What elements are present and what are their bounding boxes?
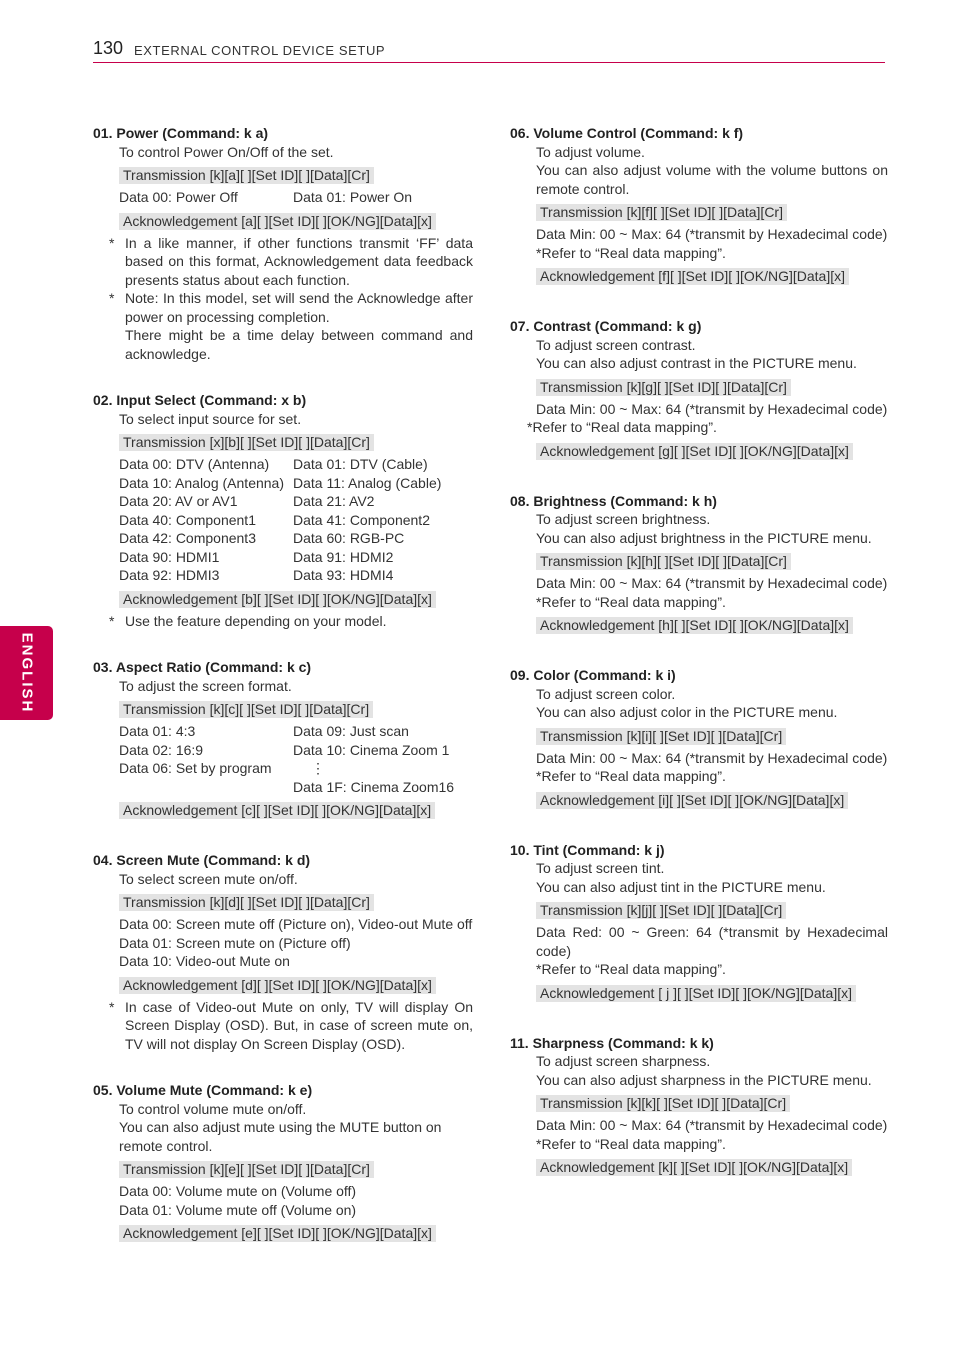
data-value: Data 10: Cinema Zoom 1	[293, 741, 450, 758]
description: To select screen mute on/off.	[119, 870, 298, 887]
transmission-code: Transmission [k][f][ ][Set ID][ ][Data][Cr]	[536, 204, 787, 221]
description: You can also adjust brightness in the PICTURE menu.	[536, 529, 872, 546]
section-body	[93, 143, 473, 234]
section-heading: 03. Aspect Ratio (Command: k c)	[93, 659, 312, 675]
section-color	[510, 666, 888, 813]
acknowledgement-code: Acknowledgement [h][ ][Set ID][ ][OK/NG][Data][x]	[536, 617, 853, 634]
note	[93, 289, 473, 363]
section-body	[93, 1100, 473, 1247]
acknowledgement-code: Acknowledgement [a][ ][Set ID][ ][OK/NG][Data][x]	[119, 213, 436, 230]
transmission-code: Transmission [k][k][ ][Set ID][ ][Data][Cr]	[536, 1095, 790, 1112]
acknowledgement-code: Acknowledgement [k][ ][Set ID][ ][OK/NG][Data][x]	[536, 1159, 852, 1176]
section-heading: 08. Brightness (Command: k h)	[510, 492, 717, 509]
data-value: Data 93: HDMI4	[293, 567, 394, 583]
data-row	[119, 722, 473, 741]
data-value: Data 1F: Cinema Zoom16	[293, 778, 455, 795]
acknowledgement-code: Acknowledgement [e][ ][Set ID][ ][OK/NG][Data][x]	[119, 1225, 436, 1242]
data-value: Data 00: Power Off	[119, 189, 238, 205]
data-row	[119, 566, 473, 585]
note-asterisk: *	[109, 998, 115, 1015]
data-value: Data 91: HDMI2	[293, 548, 394, 565]
description: To control Power On/Off of the set.	[119, 143, 334, 160]
acknowledgement-code: Acknowledgement [b][ ][Set ID][ ][OK/NG][Data][x]	[119, 591, 436, 608]
section-body	[93, 870, 473, 998]
note	[93, 234, 473, 290]
section-heading: 05. Volume Mute (Command: k e)	[93, 1082, 313, 1098]
ellipsis-vertical: ⋮	[311, 760, 325, 776]
acknowledgement-code: Acknowledgement [i][ ][Set ID][ ][OK/NG][Data][x]	[536, 792, 848, 809]
page-number: 130	[93, 38, 124, 58]
data-row	[119, 778, 473, 797]
note-asterisk: *	[109, 612, 115, 629]
data-range: Data Min: 00 ~ Max: 64 (*transmit by Hexadecimal code)	[536, 749, 888, 766]
data-value: Data 60: RGB-PC	[293, 530, 405, 546]
data-row	[119, 548, 473, 567]
transmission-code: Transmission [k][j][ ][Set ID][ ][Data][Cr]	[536, 902, 786, 919]
section-power	[93, 124, 473, 363]
section-tint	[510, 841, 888, 1006]
section-body	[510, 685, 888, 813]
description: To adjust screen contrast.	[536, 336, 696, 353]
note-asterisk: *	[109, 234, 115, 251]
data-value: Data 01: 4:3	[119, 723, 196, 739]
data-value: Data 01: Screen mute on (Picture off)	[119, 934, 351, 951]
description: You can also adjust contrast in the PICTURE menu.	[536, 355, 857, 371]
data-value: Data 42: Component3	[119, 530, 256, 546]
left-column	[93, 124, 473, 1274]
section-brightness	[510, 492, 888, 639]
data-range: Data Min: 00 ~ Max: 64 (*transmit by Hexadecimal code)	[536, 575, 888, 591]
section-body	[510, 859, 888, 1006]
section-contrast	[510, 317, 888, 464]
note-line: Note: In this model, set will send the Acknowledge after power on processing completion.	[125, 290, 473, 325]
section-screen-mute	[93, 851, 473, 1053]
data-row	[119, 474, 473, 493]
acknowledgement-code: Acknowledgement [c][ ][Set ID][ ][OK/NG][Data][x]	[119, 802, 435, 819]
data-value: Data 00: Screen mute off (Picture on), Video-out Mute off	[119, 916, 473, 932]
section-heading: 07. Contrast (Command: k g)	[510, 318, 702, 334]
reference-note: *Refer to “Real data mapping”.	[536, 593, 726, 610]
section-heading: 01. Power (Command: k a)	[93, 125, 269, 141]
data-value: Data 00: Volume mute on (Volume off)	[119, 1183, 357, 1199]
section-body	[93, 677, 473, 824]
transmission-code: Transmission [k][c][ ][Set ID][ ][Data][Cr]	[119, 701, 373, 718]
data-value: Data 11: Analog (Cable)	[293, 474, 442, 491]
description: You can also adjust mute using the MUTE button on remote control.	[119, 1119, 442, 1154]
data-value: Data 01: Power On	[293, 189, 413, 205]
reference-note: *Refer to “Real data mapping”.	[536, 244, 726, 261]
transmission-code: Transmission [x][b][ ][Set ID][ ][Data][Cr]	[119, 434, 374, 451]
data-value: Data 10: Video-out Mute on	[119, 953, 290, 969]
section-heading: 10. Tint (Command: k j)	[510, 841, 665, 858]
note-text	[125, 289, 473, 363]
data-value: Data 20: AV or AV1	[119, 493, 238, 509]
description: To adjust screen brightness.	[536, 511, 711, 527]
section-heading: 09. Color (Command: k i)	[510, 667, 676, 683]
note-text: In a like manner, if other functions transmit ‘FF’ data based on this format, Acknowledgement data feedback presents status about each function.	[125, 234, 473, 288]
data-value: Data 90: HDMI1	[119, 548, 220, 565]
data-range: Data Min: 00 ~ Max: 64 (*transmit by Hexadecimal code)	[536, 226, 888, 242]
reference-note: *Refer to “Real data mapping”.	[536, 1135, 726, 1152]
description: To adjust the screen format.	[119, 677, 292, 694]
note-text: Use the feature depending on your model.	[125, 612, 387, 629]
description: To adjust screen sharpness.	[536, 1053, 711, 1069]
acknowledgement-code: Acknowledgement [g][ ][Set ID][ ][OK/NG][Data][x]	[536, 443, 853, 460]
section-heading: 11. Sharpness (Command: k k)	[510, 1034, 714, 1051]
data-row	[119, 455, 473, 474]
data-value: Data 09: Just scan	[293, 723, 409, 739]
reference-note: *Refer to “Real data mapping”.	[527, 419, 717, 435]
section-input-select	[93, 391, 473, 630]
data-row	[119, 759, 473, 778]
section-aspect-ratio	[93, 658, 473, 823]
acknowledgement-code: Acknowledgement [ j ][ ][Set ID][ ][OK/NG][Data][x]	[536, 985, 856, 1002]
section-sharpness	[510, 1034, 888, 1181]
section-body	[510, 510, 888, 638]
data-row	[119, 741, 473, 760]
note-line: There might be a time delay between command and acknowledge.	[125, 327, 473, 362]
data-value: Data 40: Component1	[119, 511, 256, 528]
data-row	[119, 529, 473, 548]
right-column	[510, 124, 888, 1208]
description: You can also adjust sharpness in the PICTURE menu.	[536, 1071, 872, 1088]
note	[93, 998, 473, 1054]
acknowledgement-code: Acknowledgement [f][ ][Set ID][ ][OK/NG][Data][x]	[536, 268, 849, 285]
data-value: Data 00: DTV (Antenna)	[119, 456, 270, 472]
data-row	[119, 492, 473, 511]
description: To adjust volume.	[536, 143, 645, 160]
note	[93, 612, 473, 631]
section-body	[93, 410, 473, 612]
data-range: Data Min: 00 ~ Max: 64 (*transmit by Hexadecimal code)	[536, 1117, 888, 1133]
transmission-code: Transmission [k][i][ ][Set ID][ ][Data][Cr]	[536, 728, 786, 745]
data-value: Data 01: DTV (Cable)	[293, 456, 428, 472]
section-body	[510, 1052, 888, 1180]
description: To adjust screen color.	[536, 685, 676, 702]
data-range: Data Red: 00 ~ Green: 64 (*transmit by Hexadecimal code)	[536, 924, 888, 959]
acknowledgement-code: Acknowledgement [d][ ][Set ID][ ][OK/NG][Data][x]	[119, 977, 436, 994]
data-row	[119, 188, 473, 207]
description: You can also adjust color in the PICTURE menu.	[536, 704, 838, 720]
language-tab	[0, 626, 53, 720]
data-row	[119, 511, 473, 530]
description: To adjust screen tint.	[536, 860, 665, 876]
note-text: In case of Video-out Mute on only, TV will display On Screen Display (OSD). But, in case of screen mute on, TV will not display On Screen Display (OSD).	[125, 998, 473, 1052]
header-rule	[93, 62, 885, 63]
data-value: Data 01: Volume mute off (Volume on)	[119, 1201, 357, 1218]
data-value: Data 02: 16:9	[119, 741, 204, 758]
transmission-code: Transmission [k][e][ ][Set ID][ ][Data][Cr]	[119, 1161, 374, 1178]
data-value: Data 21: AV2	[293, 493, 375, 509]
transmission-code: Transmission [k][h][ ][Set ID][ ][Data][Cr]	[536, 553, 791, 570]
data-value: Data 41: Component2	[293, 511, 430, 528]
section-volume-mute	[93, 1081, 473, 1246]
transmission-code: Transmission [k][g][ ][Set ID][ ][Data][Cr]	[536, 379, 791, 396]
section-volume-control	[510, 124, 888, 289]
data-value: Data 06: Set by program	[119, 760, 272, 776]
transmission-code: Transmission [k][a][ ][Set ID][ ][Data][Cr]	[119, 167, 374, 184]
language-tab-label: ENGLISH	[18, 632, 35, 714]
section-title: EXTERNAL CONTROL DEVICE SETUP	[134, 43, 386, 58]
section-body	[510, 336, 888, 464]
data-range: Data Min: 00 ~ Max: 64 (*transmit by Hexadecimal code)	[536, 400, 888, 417]
description: You can also adjust tint in the PICTURE menu.	[536, 878, 826, 895]
reference-note: *Refer to “Real data mapping”.	[536, 961, 726, 977]
section-heading: 06. Volume Control (Command: k f)	[510, 125, 744, 141]
transmission-code: Transmission [k][d][ ][Set ID][ ][Data][Cr]	[119, 894, 374, 911]
reference-note: *Refer to “Real data mapping”.	[536, 768, 726, 784]
data-value: Data 10: Analog (Antenna)	[119, 474, 285, 491]
note-asterisk: *	[109, 290, 115, 306]
description: To select input source for set.	[119, 410, 302, 427]
section-heading: 02. Input Select (Command: x b)	[93, 392, 307, 408]
section-body	[510, 143, 888, 290]
section-heading: 04. Screen Mute (Command: k d)	[93, 852, 311, 868]
description: To control volume mute on/off.	[119, 1100, 307, 1117]
data-value: Data 92: HDMI3	[119, 567, 220, 583]
description: You can also adjust volume with the volume buttons on remote control.	[536, 162, 888, 197]
